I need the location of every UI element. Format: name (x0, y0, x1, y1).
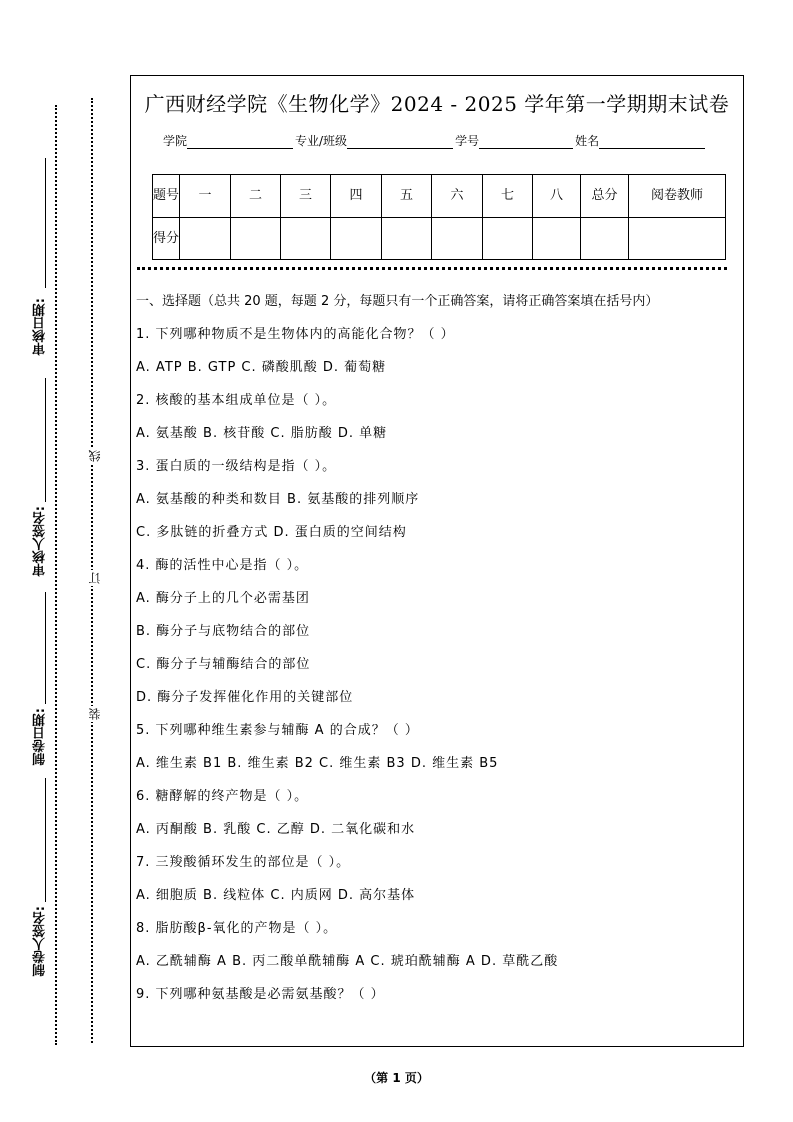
left-dotted-rule (55, 105, 57, 1045)
score-cell-6[interactable] (432, 217, 483, 260)
header-cell-5: 五 (382, 175, 432, 218)
header-cell-question-no: 题号 (153, 175, 180, 218)
option-line: A. 氨基酸 B. 核苷酸 C. 脂肪酸 D. 单糖 (136, 426, 388, 441)
option-line: C. 酶分子与辅酶结合的部位 (136, 657, 311, 672)
section-heading: 一、选择题（总共 20 题，每题 2 分，每题只有一个正确答案，请将正确答案填在括号内） (136, 294, 659, 309)
question-line: 7. 三羧酸循环发生的部位是（ ）。 (136, 855, 351, 870)
header-cell-2: 二 (231, 175, 281, 218)
college-field[interactable] (187, 136, 293, 149)
score-cell-grader[interactable] (629, 217, 726, 260)
score-cell-3[interactable] (281, 217, 331, 260)
question-line: 2. 核酸的基本组成单位是（ ）。 (136, 393, 337, 408)
score-table (152, 174, 726, 260)
question-line: 6. 糖酵解的终产物是（ ）。 (136, 789, 309, 804)
header-cell-3: 三 (281, 175, 331, 218)
option-line: A. 酶分子上的几个必需基团 (136, 591, 310, 606)
exam-frame (130, 75, 744, 1047)
option-line: A. 氨基酸的种类和数目 B. 氨基酸的排列顺序 (136, 492, 420, 507)
maker-date-line (45, 592, 46, 704)
student-id-label: 学号 (455, 134, 480, 148)
question-content (136, 290, 731, 1016)
question-line: 3. 蛋白质的一级结构是指（ ）。 (136, 459, 337, 474)
score-row-label: 得分 (153, 217, 180, 260)
header-cell-6: 六 (432, 175, 483, 218)
header-cell-1: 一 (180, 175, 231, 218)
question-line: 4. 酶的活性中心是指（ ）。 (136, 558, 309, 573)
reviewer-date-line (45, 158, 46, 288)
option-line: D. 酶分子发挥催化作用的关键部位 (136, 690, 354, 705)
option-line: A. 丙酮酸 B. 乳酸 C. 乙醇 D. 二氧化碳和水 (136, 822, 416, 837)
question-line: 9. 下列哪种氨基酸是必需氨基酸？（ ） (136, 987, 385, 1002)
header-separator (137, 267, 727, 270)
reviewer-sign-line (45, 378, 46, 502)
college-label: 学院 (163, 134, 188, 148)
question-line: 1. 下列哪种物质不是生物体内的高能化合物？（ ） (136, 327, 455, 342)
major-label: 专业/班级 (295, 134, 348, 148)
option-line: A. ATP B. GTP C. 磷酸肌酸 D. 葡萄糖 (136, 360, 387, 375)
score-cell-8[interactable] (533, 217, 581, 260)
score-table-header-row (153, 175, 726, 218)
question-line: 8. 脂肪酸β-氧化的产物是（ ）。 (136, 921, 338, 936)
header-cell-total: 总分 (581, 175, 629, 218)
score-cell-total[interactable] (581, 217, 629, 260)
option-line: C. 多肽链的折叠方式 D. 蛋白质的空间结构 (136, 525, 407, 540)
reviewer-sign-label: 审核人签名: (33, 506, 48, 577)
score-cell-5[interactable] (382, 217, 432, 260)
student-info-line (163, 132, 707, 149)
header-cell-grader: 阅卷教师 (629, 175, 726, 218)
header-cell-7: 七 (483, 175, 533, 218)
header-cell-8: 八 (533, 175, 581, 218)
binding-mark-line: 线 (88, 450, 102, 462)
score-cell-1[interactable] (180, 217, 231, 260)
header-cell-4: 四 (331, 175, 382, 218)
score-cell-2[interactable] (231, 217, 281, 260)
binding-mark-zhuang: 装 (88, 708, 102, 720)
reviewer-date-label: 审核日期: (33, 298, 48, 356)
major-field[interactable] (347, 136, 453, 149)
option-line: A. 乙酰辅酶 A B. 丙二酸单酰辅酶 A C. 琥珀酰辅酶 A D. 草酰乙酸 (136, 954, 559, 969)
binding-mark-ding: 订 (88, 572, 102, 584)
page-number: （第 1 页） (364, 1071, 429, 1085)
student-id-field[interactable] (479, 136, 573, 149)
exam-title: 广西财经学院《生物化学》2024 - 2025 学年第一学期期末试卷 (144, 92, 730, 116)
name-label: 姓名 (575, 134, 600, 148)
maker-sign-label: 制卷人签名: (33, 906, 48, 977)
name-field[interactable] (599, 136, 705, 149)
option-line: A. 维生素 B1 B. 维生素 B2 C. 维生素 B3 D. 维生素 B5 (136, 756, 499, 771)
maker-date-label: 制卷日期: (33, 708, 48, 766)
score-cell-4[interactable] (331, 217, 382, 260)
score-table-score-row (153, 217, 726, 260)
option-line: B. 酶分子与底物结合的部位 (136, 624, 311, 639)
option-line: A. 细胞质 B. 线粒体 C. 内质网 D. 高尔基体 (136, 888, 416, 903)
question-line: 5. 下列哪种维生素参与辅酶 A 的合成？（ ） (136, 723, 419, 738)
maker-sign-line (45, 778, 46, 902)
score-cell-7[interactable] (483, 217, 533, 260)
